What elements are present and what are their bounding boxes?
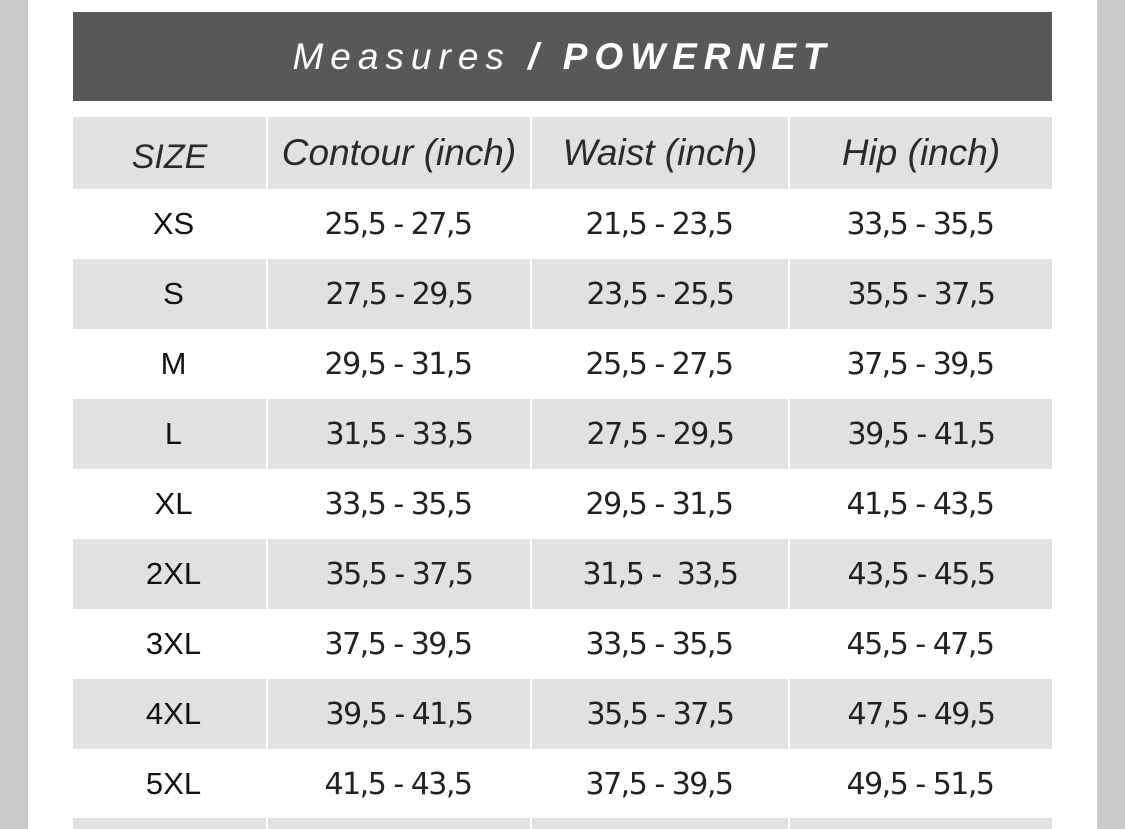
contour-cell: 31,5 - 33,5 [266, 399, 530, 469]
title-measures: Measures [292, 35, 511, 77]
hip-cell: 33,5 - 35,5 [846, 206, 994, 242]
header-hip: Hip (inch) [788, 117, 1052, 189]
size-cell: 5XL [145, 766, 202, 801]
header-waist: Waist (inch) [530, 117, 788, 189]
header-size: SIZE [73, 117, 266, 189]
hip-cell: 43,5 - 45,5 [788, 539, 1052, 609]
size-table [73, 117, 1052, 819]
size-cell: S [73, 259, 266, 329]
contour-cell: 41,5 - 43,5 [324, 766, 472, 802]
table-row [73, 469, 1052, 539]
waist-cell: 23,5 - 25,5 [530, 259, 788, 329]
hip-cell: 39,5 - 41,5 [788, 399, 1052, 469]
next-row-cell [530, 818, 788, 829]
title-product: POWERNET [562, 35, 833, 77]
hip-cell: 35,5 - 37,5 [788, 259, 1052, 329]
header-contour: Contour (inch) [266, 117, 530, 189]
contour-cell: 37,5 - 39,5 [324, 626, 472, 662]
table-row [73, 399, 1052, 469]
hip-cell: 47,5 - 49,5 [788, 679, 1052, 749]
hip-cell: 49,5 - 51,5 [846, 766, 994, 802]
hip-cell: 37,5 - 39,5 [846, 346, 994, 382]
waist-cell: 31,5 - 33,5 [530, 539, 788, 609]
contour-cell: 29,5 - 31,5 [324, 346, 472, 382]
table-row [73, 679, 1052, 749]
table-row [73, 609, 1052, 679]
next-row-cell [73, 818, 266, 829]
table-row [73, 329, 1052, 399]
table-row [73, 749, 1052, 819]
contour-cell: 33,5 - 35,5 [324, 486, 472, 522]
next-row-cell [266, 818, 530, 829]
title-separator: / [510, 35, 563, 77]
waist-cell: 29,5 - 31,5 [585, 486, 733, 522]
chart-title-banner [73, 12, 1052, 101]
waist-cell: 37,5 - 39,5 [585, 766, 733, 802]
table-row [73, 539, 1052, 609]
contour-cell: 27,5 - 29,5 [266, 259, 530, 329]
next-row-cell [788, 818, 1052, 829]
contour-cell: 25,5 - 27,5 [324, 206, 472, 242]
size-cell: L [73, 399, 266, 469]
size-cell: 3XL [145, 626, 202, 661]
size-cell: M [160, 346, 187, 381]
size-cell: 4XL [73, 679, 266, 749]
table-row [73, 259, 1052, 329]
table-row [73, 189, 1052, 259]
size-cell: XS [152, 206, 195, 241]
hip-cell: 41,5 - 43,5 [846, 486, 994, 522]
waist-cell: 21,5 - 23,5 [585, 206, 733, 242]
size-cell: XL [154, 486, 193, 521]
hip-cell: 45,5 - 47,5 [846, 626, 994, 662]
table-header-row [73, 117, 1052, 189]
waist-cell: 33,5 - 35,5 [585, 626, 733, 662]
contour-cell: 35,5 - 37,5 [266, 539, 530, 609]
next-row-edge [73, 818, 1052, 829]
contour-cell: 39,5 - 41,5 [266, 679, 530, 749]
size-cell: 2XL [73, 539, 266, 609]
waist-cell: 27,5 - 29,5 [530, 399, 788, 469]
waist-cell: 35,5 - 37,5 [530, 679, 788, 749]
waist-cell: 25,5 - 27,5 [585, 346, 733, 382]
